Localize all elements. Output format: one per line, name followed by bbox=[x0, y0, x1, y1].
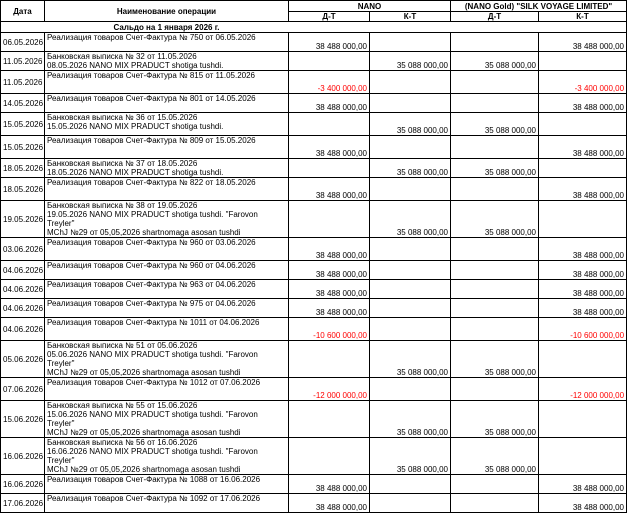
row-date: 04.06.2026 bbox=[1, 280, 45, 299]
row-nano-debit bbox=[289, 341, 370, 378]
row-date: 04.06.2026 bbox=[1, 261, 45, 280]
row-nano-debit bbox=[289, 159, 370, 178]
row-date: 17.06.2026 bbox=[1, 494, 45, 513]
col-header-date: Дата bbox=[1, 1, 45, 22]
row-operation: Банковская выписка № 51 от 05.06.2026 05.06.2026 NANO MIX PRADUCT shotiga tushdi. "Farovon Treyler" MChJ №29 от 05,05,2026 shartnomaga asosan tushdi bbox=[45, 341, 289, 378]
row-operation: Банковская выписка № 56 от 16.06.2026 16.06.2026 NANO MIX PRADUCT shotiga tushdi. "Farovon Treyler" MChJ №29 от 05,05,2026 shartnomaga asosan tushdi bbox=[45, 438, 289, 475]
row-nano-credit: 35 088 000,00 bbox=[370, 52, 451, 71]
row-silk-debit: 35 088 000,00 bbox=[451, 159, 539, 178]
row-nano-credit bbox=[370, 475, 451, 494]
col-header-nano-debit: Д-Т bbox=[289, 12, 370, 22]
row-nano-credit bbox=[370, 178, 451, 201]
table-row bbox=[1, 341, 627, 378]
row-operation: Реализация товаров Счет-Фактура № 960 от 03.06.2026 bbox=[45, 238, 289, 261]
table-row bbox=[1, 33, 627, 52]
row-nano-debit: 38 488 000,00 bbox=[289, 136, 370, 159]
row-silk-debit bbox=[451, 94, 539, 113]
row-date: 04.06.2026 bbox=[1, 318, 45, 341]
row-silk-credit: 38 488 000,00 bbox=[539, 178, 627, 201]
row-nano-debit bbox=[289, 438, 370, 475]
row-silk-credit: 38 488 000,00 bbox=[539, 475, 627, 494]
row-date: 15.06.2026 bbox=[1, 401, 45, 438]
row-date: 16.06.2026 bbox=[1, 438, 45, 475]
table-row bbox=[1, 318, 627, 341]
table-row bbox=[1, 136, 627, 159]
row-date: 06.05.2026 bbox=[1, 33, 45, 52]
row-operation: Реализация товаров Счет-Фактура № 1012 от 07.06.2026 bbox=[45, 378, 289, 401]
row-silk-debit: 35 088 000,00 bbox=[451, 341, 539, 378]
row-nano-debit bbox=[289, 401, 370, 438]
row-silk-credit bbox=[539, 52, 627, 71]
row-date: 18.05.2026 bbox=[1, 178, 45, 201]
row-silk-debit bbox=[451, 378, 539, 401]
row-silk-debit bbox=[451, 136, 539, 159]
table-row bbox=[1, 201, 627, 238]
row-nano-credit: 35 088 000,00 bbox=[370, 159, 451, 178]
row-nano-credit bbox=[370, 299, 451, 318]
row-silk-credit: 38 488 000,00 bbox=[539, 261, 627, 280]
row-silk-credit: -3 400 000,00 bbox=[539, 71, 627, 94]
row-silk-credit bbox=[539, 159, 627, 178]
col-header-nano-credit: К-Т bbox=[370, 12, 451, 22]
col-header-silk-credit: К-Т bbox=[539, 12, 627, 22]
row-operation: Банковская выписка № 37 от 18.05.2026 18.05.2026 NANO MIX PRADUCT shotiga tushdi. bbox=[45, 159, 289, 178]
row-nano-debit: 38 488 000,00 bbox=[289, 33, 370, 52]
row-operation: Банковская выписка № 36 от 15.05.2026 15.05.2026 NANO MIX PRADUCT shotiga tushdi. bbox=[45, 113, 289, 136]
row-nano-credit bbox=[370, 378, 451, 401]
row-date: 11.05.2026 bbox=[1, 52, 45, 71]
row-nano-credit bbox=[370, 94, 451, 113]
table-row bbox=[1, 113, 627, 136]
row-silk-debit bbox=[451, 33, 539, 52]
row-date: 14.05.2026 bbox=[1, 94, 45, 113]
row-operation: Реализация товаров Счет-Фактура № 1088 от 16.06.2026 bbox=[45, 475, 289, 494]
row-nano-credit bbox=[370, 280, 451, 299]
row-nano-credit bbox=[370, 33, 451, 52]
row-date: 15.05.2026 bbox=[1, 113, 45, 136]
row-operation: Реализация товаров Счет-Фактура № 1011 от 04.06.2026 bbox=[45, 318, 289, 341]
row-operation: Реализация товаров Счет-Фактура № 801 от 14.05.2026 bbox=[45, 94, 289, 113]
row-nano-debit: 38 488 000,00 bbox=[289, 475, 370, 494]
table-row bbox=[1, 71, 627, 94]
row-nano-credit: 35 088 000,00 bbox=[370, 341, 451, 378]
row-nano-credit bbox=[370, 238, 451, 261]
row-silk-debit bbox=[451, 475, 539, 494]
row-silk-debit bbox=[451, 299, 539, 318]
row-date: 07.06.2026 bbox=[1, 378, 45, 401]
col-header-nano: NANO bbox=[289, 1, 451, 12]
row-operation: Реализация товаров Счет-Фактура № 1092 от 17.06.2026 bbox=[45, 494, 289, 513]
row-nano-credit: 35 088 000,00 bbox=[370, 113, 451, 136]
row-silk-debit: 35 088 000,00 bbox=[451, 113, 539, 136]
row-nano-debit: 38 488 000,00 bbox=[289, 261, 370, 280]
row-silk-debit bbox=[451, 71, 539, 94]
row-date: 15.05.2026 bbox=[1, 136, 45, 159]
table-row bbox=[1, 494, 627, 513]
row-date: 04.06.2026 bbox=[1, 299, 45, 318]
row-silk-debit: 35 088 000,00 bbox=[451, 52, 539, 71]
row-operation: Реализация товаров Счет-Фактура № 960 от 04.06.2026 bbox=[45, 261, 289, 280]
table-row bbox=[1, 438, 627, 475]
row-silk-credit: 38 488 000,00 bbox=[539, 94, 627, 113]
table-row bbox=[1, 475, 627, 494]
row-nano-credit bbox=[370, 71, 451, 94]
row-silk-credit bbox=[539, 438, 627, 475]
row-silk-credit: 38 488 000,00 bbox=[539, 238, 627, 261]
opening-balance-row bbox=[1, 22, 627, 33]
row-nano-debit: 38 488 000,00 bbox=[289, 178, 370, 201]
row-silk-credit bbox=[539, 341, 627, 378]
row-operation: Реализация товаров Счет-Фактура № 963 от 04.06.2026 bbox=[45, 280, 289, 299]
row-nano-debit: 38 488 000,00 bbox=[289, 94, 370, 113]
row-silk-credit: 38 488 000,00 bbox=[539, 494, 627, 513]
row-nano-credit bbox=[370, 494, 451, 513]
row-date: 18.05.2026 bbox=[1, 159, 45, 178]
row-date: 11.05.2026 bbox=[1, 71, 45, 94]
row-nano-debit bbox=[289, 113, 370, 136]
row-date: 19.05.2026 bbox=[1, 201, 45, 238]
row-operation: Реализация товаров Счет-Фактура № 809 от 15.05.2026 bbox=[45, 136, 289, 159]
row-nano-credit bbox=[370, 261, 451, 280]
row-silk-credit: 38 488 000,00 bbox=[539, 33, 627, 52]
operations-body bbox=[1, 33, 627, 513]
row-silk-debit bbox=[451, 238, 539, 261]
row-silk-credit bbox=[539, 113, 627, 136]
row-operation: Банковская выписка № 38 от 19.05.2026 19.05.2026 NANO MIX PRADUCT shotiga tushdi. "Farovon Treyler" MChJ №29 от 05,05,2026 shartnomaga asosan tushdi bbox=[45, 201, 289, 238]
col-header-silk-debit: Д-Т bbox=[451, 12, 539, 22]
row-nano-debit: 38 488 000,00 bbox=[289, 299, 370, 318]
row-silk-credit: 38 488 000,00 bbox=[539, 280, 627, 299]
row-silk-debit bbox=[451, 280, 539, 299]
row-nano-debit: -12 000 000,00 bbox=[289, 378, 370, 401]
row-silk-debit: 35 088 000,00 bbox=[451, 401, 539, 438]
row-nano-debit: 38 488 000,00 bbox=[289, 238, 370, 261]
row-nano-credit bbox=[370, 136, 451, 159]
col-header-operation: Наименование операции bbox=[45, 1, 289, 22]
row-silk-debit bbox=[451, 261, 539, 280]
row-operation: Реализация товаров Счет-Фактура № 975 от 04.06.2026 bbox=[45, 299, 289, 318]
table-row bbox=[1, 280, 627, 299]
row-operation: Реализация товаров Счет-Фактура № 822 от 18.05.2026 bbox=[45, 178, 289, 201]
row-date: 05.06.2026 bbox=[1, 341, 45, 378]
row-silk-credit bbox=[539, 401, 627, 438]
table-row bbox=[1, 261, 627, 280]
row-operation: Реализация товаров Счет-Фактура № 750 от 06.05.2026 bbox=[45, 33, 289, 52]
row-operation: Банковская выписка № 55 от 15.06.2026 15.06.2026 NANO MIX PRADUCT shotiga tushdi. "Farovon Treyler" MChJ №29 от 05,05,2026 shartnomaga asosan tushdi bbox=[45, 401, 289, 438]
row-silk-credit: -10 600 000,00 bbox=[539, 318, 627, 341]
row-nano-debit bbox=[289, 52, 370, 71]
row-nano-credit bbox=[370, 318, 451, 341]
opening-balance-label: Сальдо на 1 января 2026 г. bbox=[45, 22, 289, 33]
table-row bbox=[1, 401, 627, 438]
row-operation: Банковская выписка № 32 от 11.05.2026 08.05.2026 NANO MIX PRADUCT shotiga tushdi. bbox=[45, 52, 289, 71]
table-row bbox=[1, 378, 627, 401]
col-header-silk: (NANO Gold) "SILK VOYAGE LIMITED" bbox=[451, 1, 627, 12]
row-silk-credit: 38 488 000,00 bbox=[539, 136, 627, 159]
header-row-1 bbox=[1, 1, 627, 12]
row-nano-credit: 35 088 000,00 bbox=[370, 438, 451, 475]
row-operation: Реализация товаров Счет-Фактура № 815 от 11.05.2026 bbox=[45, 71, 289, 94]
row-nano-debit: 38 488 000,00 bbox=[289, 494, 370, 513]
row-nano-debit: 38 488 000,00 bbox=[289, 280, 370, 299]
row-silk-debit: 35 088 000,00 bbox=[451, 201, 539, 238]
table-row bbox=[1, 178, 627, 201]
row-nano-credit: 35 088 000,00 bbox=[370, 201, 451, 238]
row-silk-credit bbox=[539, 201, 627, 238]
row-silk-credit: -12 000 000,00 bbox=[539, 378, 627, 401]
row-nano-credit: 35 088 000,00 bbox=[370, 401, 451, 438]
row-silk-debit bbox=[451, 178, 539, 201]
row-date: 03.06.2026 bbox=[1, 238, 45, 261]
row-silk-debit bbox=[451, 318, 539, 341]
row-nano-debit bbox=[289, 201, 370, 238]
row-silk-debit bbox=[451, 494, 539, 513]
row-silk-credit: 38 488 000,00 bbox=[539, 299, 627, 318]
row-date: 16.06.2026 bbox=[1, 475, 45, 494]
row-silk-debit: 35 088 000,00 bbox=[451, 438, 539, 475]
table-row bbox=[1, 94, 627, 113]
row-nano-debit: -10 600 000,00 bbox=[289, 318, 370, 341]
table-row bbox=[1, 238, 627, 261]
table-row bbox=[1, 299, 627, 318]
table-row bbox=[1, 52, 627, 71]
table-row bbox=[1, 159, 627, 178]
row-nano-debit: -3 400 000,00 bbox=[289, 71, 370, 94]
